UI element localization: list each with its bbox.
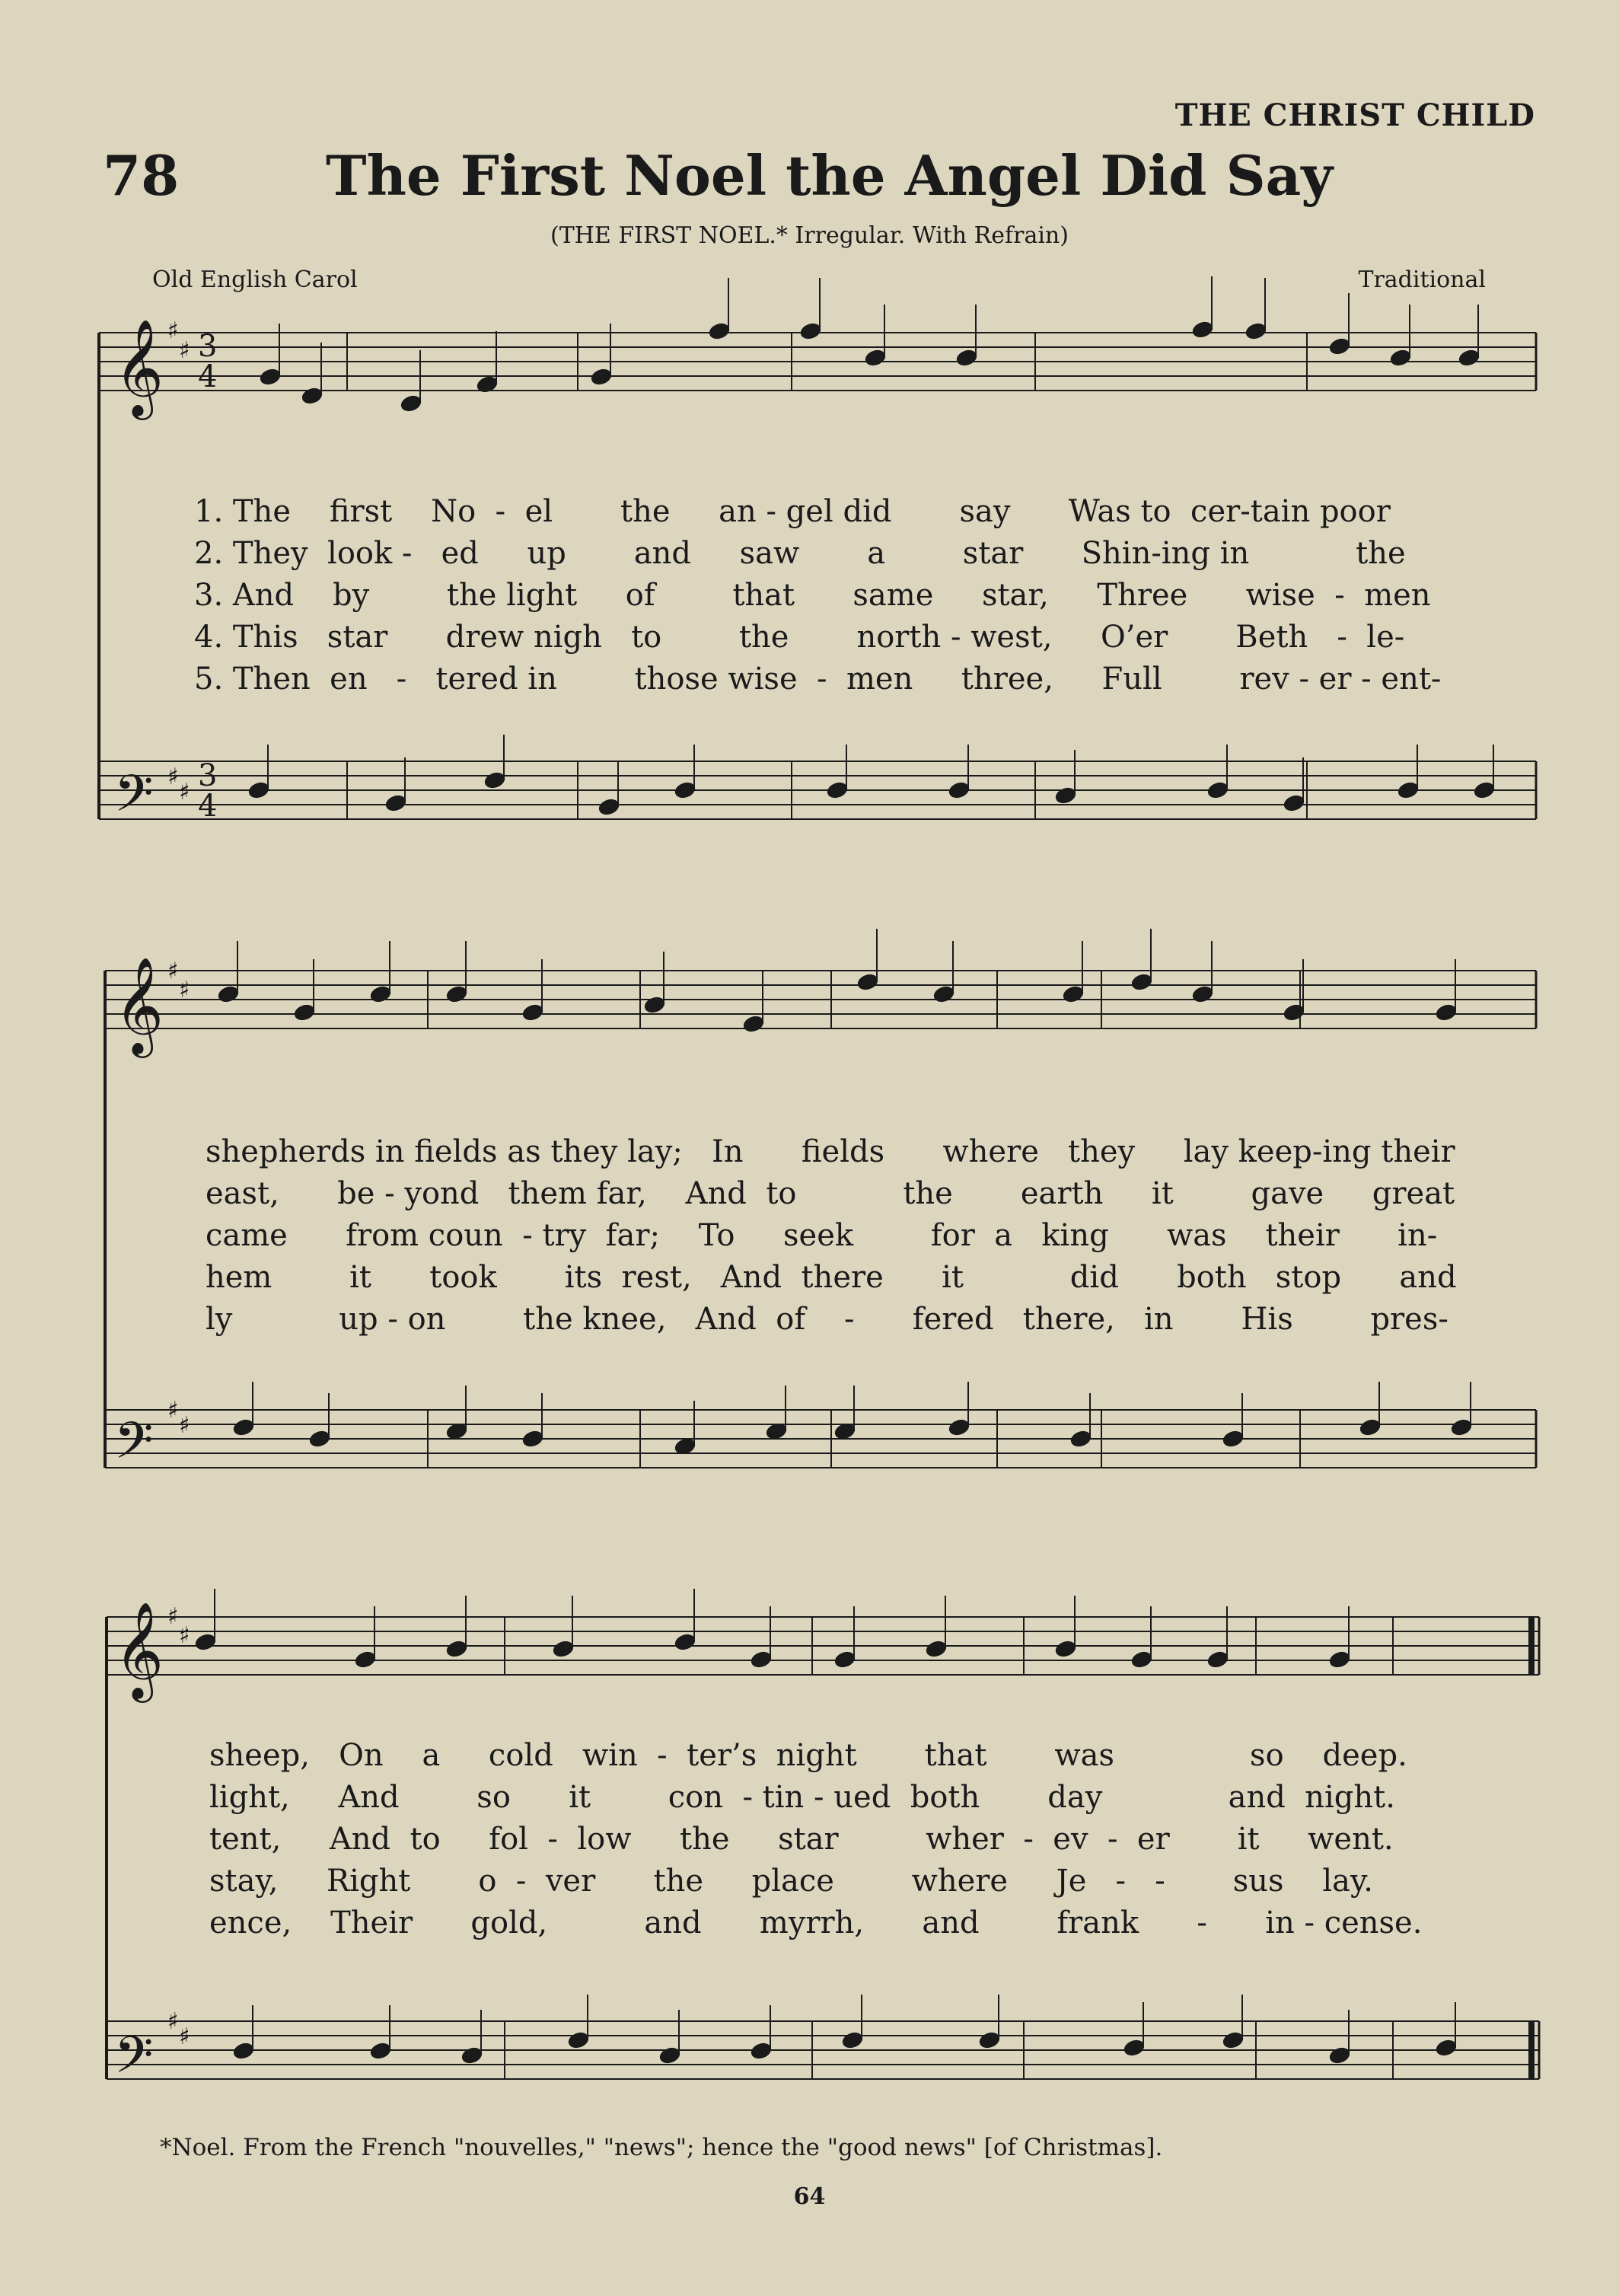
svg-text:♯: ♯ — [167, 2008, 179, 2035]
lyric-line: sheep, On a cold win - ter’s night that was so deep. — [209, 1738, 1407, 1773]
lyric-line: tent, And to fol - low the star wher - ev - er it went. — [209, 1822, 1394, 1857]
source-credit: Traditional — [1358, 266, 1486, 293]
svg-text:♯: ♯ — [179, 779, 190, 805]
svg-text:𝄢: 𝄢 — [114, 1411, 154, 1482]
lyric-line: 4. This star drew nigh to the north - west, O’er Beth - le- — [194, 620, 1405, 655]
svg-text:4: 4 — [198, 359, 218, 394]
svg-text:𝄞: 𝄞 — [114, 956, 164, 1054]
lyric-line: came from coun - try far; To seek for a king was their in- — [206, 1218, 1438, 1253]
footnote: *Noel. From the French "nouvelles," "news"; hence the "good news" [of Christmas]. — [160, 2134, 1163, 2161]
svg-text:♯: ♯ — [179, 1412, 190, 1439]
hymn-number: 78 — [103, 143, 180, 208]
svg-text:♯: ♯ — [179, 1622, 190, 1649]
tune-info: (THE FIRST NOEL.* Irregular. With Refrain) — [550, 222, 1069, 249]
lyric-line: ence, Their gold, and myrrh, and frank - in - cense. — [209, 1905, 1423, 1940]
lyric-line: stay, Right o - ver the place where Je - - sus lay. — [209, 1864, 1374, 1899]
lyric-line: hem it took its rest, And there it did both stop and — [206, 1260, 1457, 1295]
lyric-line: 2. They look - ed up and saw a star Shin-ing in the — [194, 536, 1406, 571]
svg-text:4: 4 — [198, 789, 218, 824]
svg-text:3: 3 — [198, 758, 218, 793]
lyric-line: 1. The first No - el the an - gel did say Was to cer-tain poor — [194, 494, 1391, 529]
lyric-line: light, And so it con - tin - ued both day and night. — [209, 1780, 1395, 1815]
svg-text:♯: ♯ — [167, 317, 179, 344]
origin-credit: Old English Carol — [152, 266, 358, 293]
svg-text:♯: ♯ — [167, 764, 179, 790]
lyric-line: 5. Then en - tered in those wise - men three, Full rev - er - ent- — [194, 662, 1442, 697]
lyric-line: shepherds in fields as they lay; In fields where they lay keep-ing their — [206, 1134, 1455, 1169]
svg-text:♯: ♯ — [167, 958, 179, 984]
lyric-line: 3. And by the light of that same star, Three wise - men — [194, 578, 1431, 613]
lyric-line: east, be - yond them far, And to the earth it gave great — [206, 1176, 1455, 1211]
svg-text:♯: ♯ — [179, 977, 190, 1003]
page-number: 64 — [793, 2183, 826, 2210]
svg-text:♯: ♯ — [179, 337, 190, 364]
svg-text:♯: ♯ — [167, 1603, 179, 1630]
svg-text:♯: ♯ — [179, 2023, 190, 2050]
svg-text:𝄞: 𝄞 — [114, 1601, 164, 1698]
section-title: THE CHRIST CHILD — [1174, 97, 1535, 133]
lyric-line: ly up - on the knee, And of - fered there, in His pres- — [206, 1302, 1448, 1337]
svg-text:♯: ♯ — [167, 1397, 179, 1424]
svg-text:𝄢: 𝄢 — [114, 2026, 154, 2097]
svg-text:𝄞: 𝄞 — [114, 318, 164, 416]
svg-text:𝄢: 𝄢 — [114, 764, 154, 835]
svg-text:3: 3 — [198, 329, 218, 364]
hymn-title: The First Noel the Angel Did Say — [326, 143, 1334, 208]
